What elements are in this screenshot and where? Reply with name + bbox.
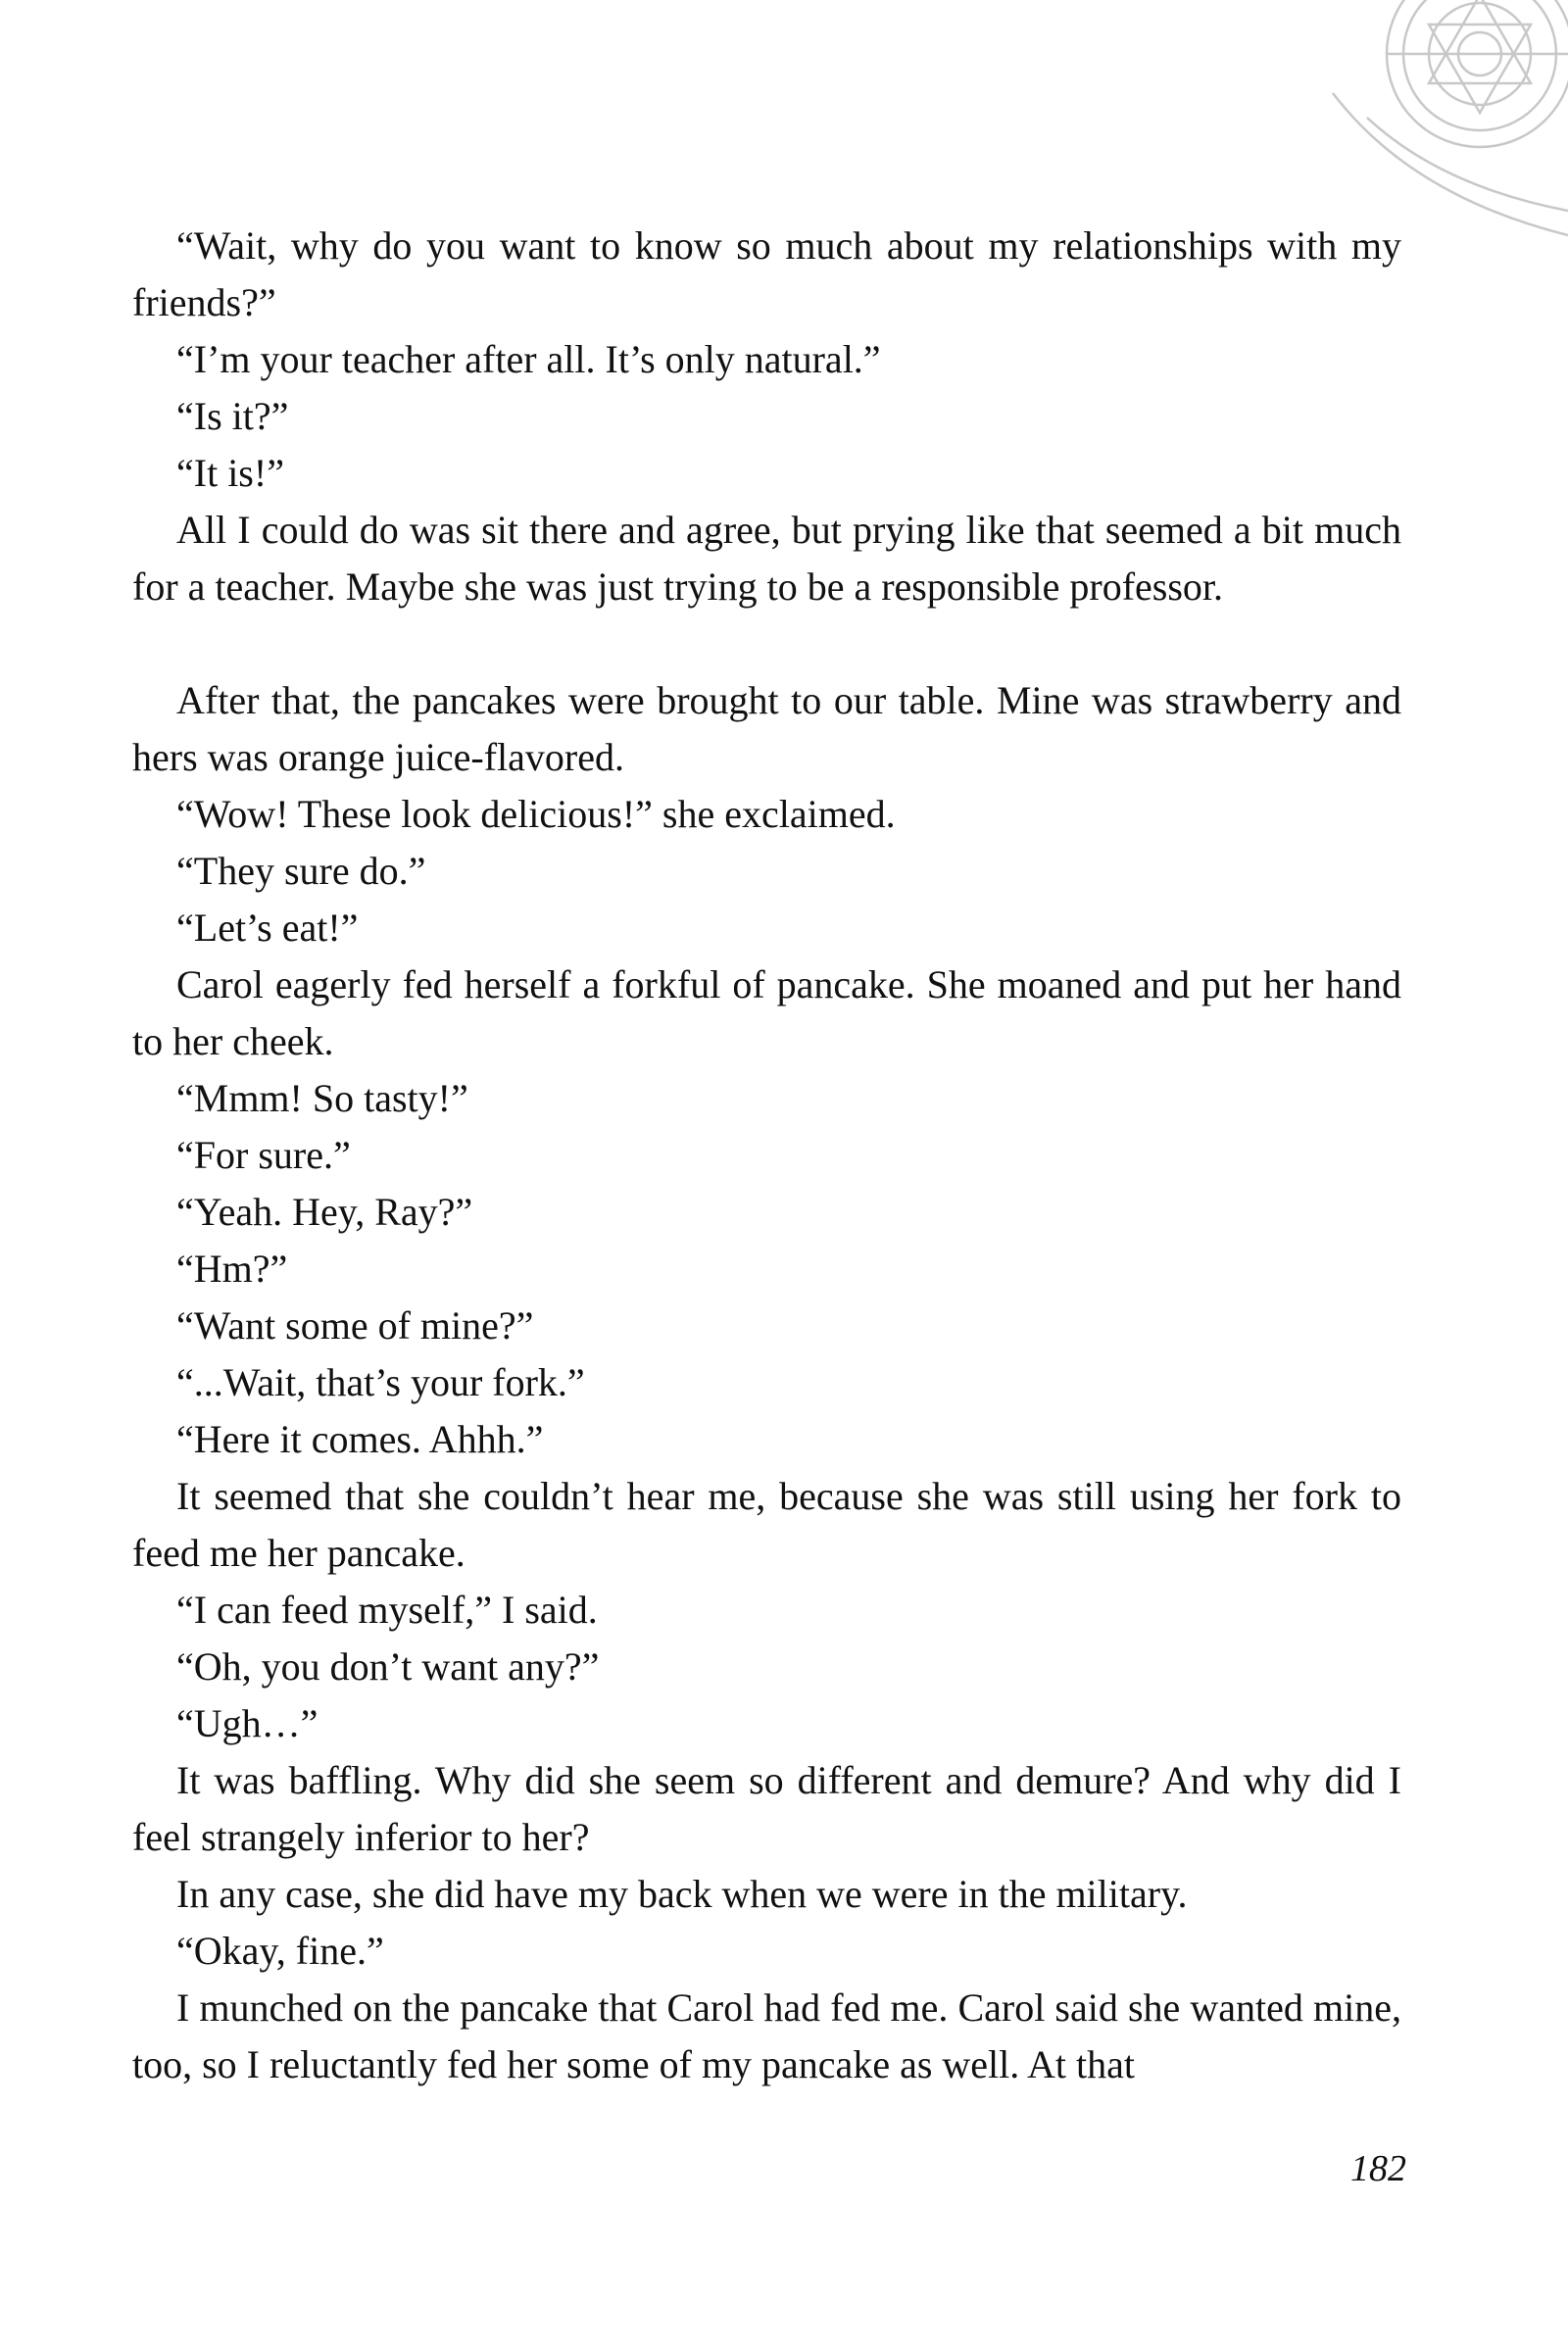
paragraph: “Want some of mine?” [176, 1303, 534, 1348]
paragraph: All I could do was sit there and agree, but prying like that seemed a bit much for a teacher. Maybe she was just trying to be a responsible professor. [132, 508, 1401, 609]
body-text [132, 218, 1401, 2093]
paragraph: “Hm?” [176, 1247, 288, 1291]
paragraph: “It is!” [176, 451, 284, 495]
paragraph: “Is it?” [176, 394, 289, 438]
paragraph: “Let’s eat!” [176, 906, 359, 950]
paragraph: “Okay, fine.” [176, 1929, 384, 1973]
paragraph: “For sure.” [176, 1133, 351, 1177]
paragraph: “Ugh…” [176, 1701, 318, 1745]
paragraph: After that, the pancakes were brought to our table. Mine was strawberry and hers was orange juice-flavored. [132, 678, 1401, 779]
magic-circle-ornament-icon [1274, 0, 1568, 255]
paragraph: “Yeah. Hey, Ray?” [176, 1190, 473, 1234]
paragraph: Carol eagerly fed herself a forkful of pancake. She moaned and put her hand to her cheek. [132, 962, 1401, 1063]
paragraph: “...Wait, that’s your fork.” [176, 1360, 585, 1404]
paragraph: “I’m your teacher after all. It’s only natural.” [176, 337, 881, 381]
paragraph: I munched on the pancake that Carol had fed me. Carol said she wanted mine, too, so I reluctantly fed her some of my pancake as well. At that [132, 1985, 1401, 2086]
paragraph: “Mmm! So tasty!” [176, 1076, 468, 1120]
page-number: 182 [1350, 2148, 1406, 2189]
paragraph: It seemed that she couldn’t hear me, because she was still using her fork to feed me her pancake. [132, 1474, 1401, 1575]
paragraph: It was baffling. Why did she seem so different and demure? And why did I feel strangely inferior to her? [132, 1758, 1401, 1859]
paragraph: In any case, she did have my back when we were in the military. [176, 1872, 1188, 1916]
paragraph: “I can feed myself,” I said. [176, 1588, 598, 1632]
paragraph: “Here it comes. Ahhh.” [176, 1417, 544, 1461]
paragraph: “Oh, you don’t want any?” [176, 1644, 600, 1689]
paragraph: “Wait, why do you want to know so much about my relationships with my friends?” [132, 223, 1401, 324]
paragraph: “Wow! These look delicious!” she exclaimed. [176, 792, 896, 836]
paragraph: “They sure do.” [176, 849, 426, 893]
